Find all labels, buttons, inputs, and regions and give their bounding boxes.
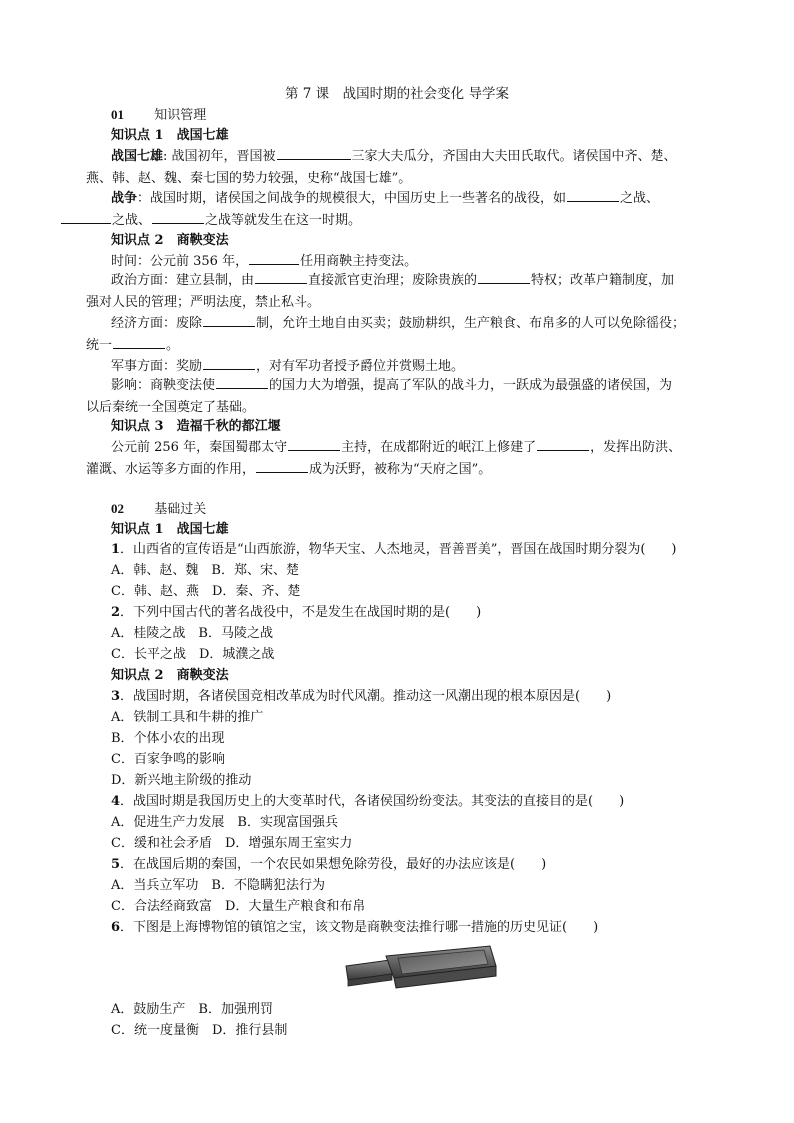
section-number: 01 bbox=[111, 107, 124, 122]
fill-blank[interactable] bbox=[478, 271, 530, 284]
question-6-options-cd[interactable]: C．统一度量衡 D．推行县制 bbox=[111, 1023, 288, 1038]
kp2-effect-paragraph: 影响：商鞅变法使 的国力大为增强，提高了军队的战斗力，一跃成为最强盛的诸侯国，为 以后秦统一全国奠定了基础。 bbox=[86, 378, 673, 415]
term-war: 战争 bbox=[111, 191, 138, 206]
fill-blank[interactable] bbox=[277, 147, 351, 160]
fill-blank[interactable] bbox=[255, 271, 307, 284]
question-2: 2．下列中国古代的著名战役中，不是发生在战国时期的是( ) bbox=[111, 605, 482, 620]
kp2-heading: 知识点 2 商鞅变法 bbox=[111, 233, 229, 248]
question-3-option-c[interactable]: C．百家争鸣的影响 bbox=[111, 752, 225, 767]
question-4: 4．战国时期是我国历史上的大变革时代，各诸侯国纷纷变法。其变法的直接目的是( ) bbox=[111, 794, 625, 809]
question-3-option-a[interactable]: A．铁制工具和牛耕的推广 bbox=[111, 710, 264, 725]
question-1-options-cd[interactable]: C．韩、赵、燕 D．秦、齐、楚 bbox=[111, 584, 301, 599]
fill-blank[interactable] bbox=[152, 211, 204, 224]
page-title: 第 7 课 战国时期的社会变化 导学案 bbox=[285, 86, 509, 102]
question-5-options-ab[interactable]: A．当兵立军功 B．不隐瞒犯法行为 bbox=[111, 878, 325, 893]
fill-blank[interactable] bbox=[203, 357, 255, 370]
kp2-politics-paragraph: 政治方面：建立县制，由 直接派官吏治理；废除贵族的 特权；改革户籍制度，加 强对人民的管理；严明法度，禁止私斗。 bbox=[86, 273, 675, 310]
fill-blank[interactable] bbox=[249, 252, 299, 265]
kp2-military-line: 军事方面：奖励 ，对有军功者授予爵位并赏赐土地。 bbox=[111, 359, 465, 374]
kp1-war-paragraph: 战争：战国时期，诸侯国之间战争的规模很大，中国历史上一些著名的战役，如 之战、 之战、 之战等就发生在这一时期。 bbox=[111, 188, 717, 232]
question-3: 3．战国时期，各诸侯国竞相改革成为时代风潮。推动这一风潮出现的根本原因是( ) bbox=[111, 689, 612, 704]
section-label: 基础过关 bbox=[154, 502, 207, 517]
question-5: 5．在战国后期的秦国，一个农民如果想免除劳役，最好的办法应该是( ) bbox=[111, 857, 547, 872]
section-number: 02 bbox=[111, 501, 124, 516]
section-heading-knowledge bbox=[111, 106, 206, 125]
kp1-heading: 知识点 1 战国七雄 bbox=[111, 128, 229, 143]
question-6-options-ab[interactable]: A．鼓励生产 B．加强刑罚 bbox=[111, 1002, 273, 1017]
question-1-options-ab[interactable]: A．韩、赵、魏 B．郑、宋、楚 bbox=[111, 563, 299, 578]
kp2-economy-paragraph: 经济方面：废除 制，允许土地自由买卖；鼓励耕织，生产粮食、布帛多的人可以免除徭役； 统一 。 bbox=[86, 316, 686, 353]
question-2-options-cd[interactable]: C．长平之战 D．城濮之战 bbox=[111, 647, 275, 662]
question-1: 1．山西省的宣传语是“山西旅游，物华天宝、人杰地灵，晋善晋美”，晋国在战国时期分裂为( ) bbox=[111, 542, 677, 557]
question-3-option-d[interactable]: D．新兴地主阶级的推动 bbox=[111, 773, 252, 788]
fill-blank[interactable] bbox=[567, 189, 619, 202]
s2-kp1-heading: 知识点 1 战国七雄 bbox=[111, 522, 229, 537]
kp1-qixiong-paragraph: 战国七雄: 战国初年，晋国被 三家大夫瓜分，齐国由大夫田氏取代。诸侯国中齐、楚、 燕、韩、赵、魏、秦七国的势力较强，史称“战国七雄”。 bbox=[86, 149, 677, 186]
fill-blank[interactable] bbox=[113, 336, 165, 349]
section-label: 知识管理 bbox=[154, 108, 207, 123]
fill-blank[interactable] bbox=[203, 314, 255, 327]
shang-yang-measure-artifact-image bbox=[340, 936, 500, 992]
fill-blank[interactable] bbox=[216, 376, 268, 389]
s2-kp2-heading: 知识点 2 商鞅变法 bbox=[111, 668, 229, 683]
question-3-option-b[interactable]: B．个体小农的出现 bbox=[111, 731, 225, 746]
term-qixiong: 战国七雄 bbox=[111, 149, 164, 164]
section-heading-basic bbox=[111, 500, 206, 519]
kp3-heading: 知识点 3 造福千秋的都江堰 bbox=[111, 419, 281, 434]
question-5-options-cd[interactable]: C．合法经商致富 D．大量生产粮食和布帛 bbox=[111, 899, 366, 914]
fill-blank[interactable] bbox=[61, 211, 111, 224]
kp2-time-line: 时间：公元前 356 年， 任用商鞅主持变法。 bbox=[111, 254, 418, 269]
question-2-options-ab[interactable]: A．桂陵之战 B．马陵之战 bbox=[111, 626, 273, 641]
kp3-paragraph: 公元前 256 年，秦国蜀郡太守 主持，在成都附近的岷江上修建了 ，发挥出防洪、 灌溉、水运等多方面的作用， 成为沃野，被称为“天府之国”。 bbox=[86, 440, 682, 477]
fill-blank[interactable] bbox=[537, 438, 589, 451]
question-6: 6．下图是上海博物馆的镇馆之宝，该文物是商鞅变法推行哪一措施的历史见证( ) bbox=[111, 920, 599, 935]
question-4-options-cd[interactable]: C．缓和社会矛盾 D．增强东周王室实力 bbox=[111, 836, 353, 851]
question-4-options-ab[interactable]: A．促进生产力发展 B．实现富国强兵 bbox=[111, 815, 338, 830]
fill-blank[interactable] bbox=[288, 438, 340, 451]
fill-blank[interactable] bbox=[256, 460, 308, 473]
